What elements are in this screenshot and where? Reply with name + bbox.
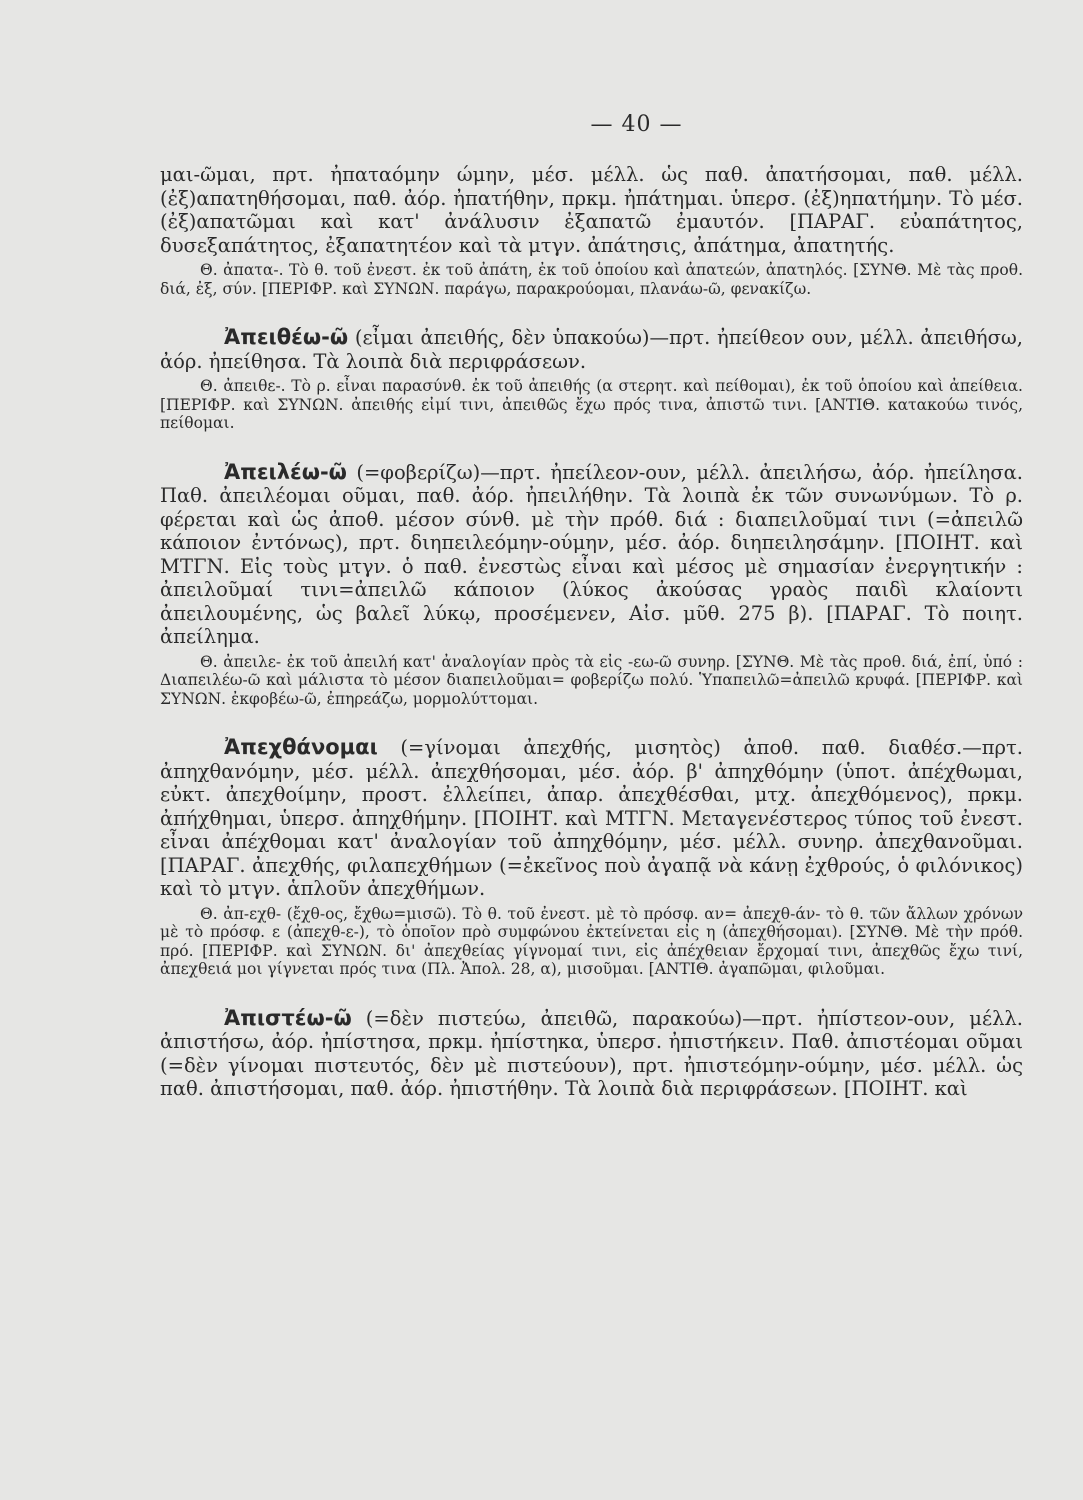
entry-note-text: Θ. ἀπειθε-. Τὸ ρ. εἶναι παρασύνθ. ἐκ τοῦ ἀπειθής (α στερητ. καὶ πείθομαι), ἐκ τοῦ ὁποίου καὶ ἀπείθεια. [ΠΕΡΙΦΡ. καὶ ΣΥΝΩΝ. ἀπειθής εἰμί τινι, ἀπειθῶς ἔχω πρός τινα, ἀπιστῶ τινι. [ΑΝΤΙΘ. κατακούω τινός, πείθομαι. <box>160 377 1023 432</box>
entry-main-text: (=δὲν πιστεύω, ἀπειθῶ, παρακούω)—πρτ. ἠπίστεον-ουν, μέλλ. ἀπιστήσω, ἀόρ. ἠπίστησα, πρκμ. ἠπίστηκα, ὑπερσ. ἠπιστήκειν. Παθ. ἀπιστέομαι οῦμαι (=δὲν γίνομαι πιστευτός, δὲν μὲ πιστεύουν), πρτ. ἠπιστεόμην-ούμην, μέσ. μέλλ. ὡς παθ. ἀπιστήσομαι, παθ. ἀόρ. ἠπιστήθην. Τὰ λοιπὰ διὰ περιφράσεων. [ΠΟΙΗΤ. καὶ <box>160 1006 1023 1100</box>
entry-main-text: (=γίνομαι ἀπεχθής, μισητὸς) ἀποθ. παθ. διαθέσ.—πρτ. ἀπηχθανόμην, μέσ. μέλλ. ἀπεχθήσομαι, μέσ. ἀόρ. β' ἀπηχθόμην (ὑποτ. ἀπέχθωμαι, εὐκτ. ἀπεχθοίμην, προστ. ἐλλείπει, ἀπαρ. ἀπεχθέσθαι, μτχ. ἀπεχθόμενος), πρκμ. ἀπήχθημαι, ὑπερσ. ἀπηχθήμην. [ΠΟΙΗΤ. καὶ ΜΤΓΝ. Μεταγενέστερος τύπος τοῦ ἐνεστ. εἶναι ἀπέχθομαι κατ' ἀναλογίαν τοῦ ἀπηχθόμην, μέσ. μέλλ. συνηρ. ἀπεχθανοῦμαι. [ΠΑΡΑΓ. ἀπεχθής, φιλαπεχθήμων (=ἐκεῖνος ποὺ ἀγαπᾷ νὰ κάνῃ ἐχθρούς, ὁ φιλόνικος) καὶ τὸ μτγν. ἁπλοῦν ἀπεχθήμων. <box>160 736 1023 900</box>
entry-main-text: μαι-ῶμαι, πρτ. ἠπαταόμην ώμην, μέσ. μέλλ. ὡς παθ. ἀπατήσομαι, παθ. μέλλ. (ἐξ)απατηθήσομαι, παθ. ἀόρ. ἠπατήθην, πρκμ. ἠπάτημαι. ὑπερσ. (ἐξ)ηπατήμην. Τὸ μέσ. (ἐξ)απατῶμαι καὶ κατ' ἀνάλυσιν ἐξαπατῶ ἐμαυτόν. [ΠΑΡΑΓ. εὐαπάτητος, δυσεξαπάτητος, ἐξαπατητέον καὶ τὰ μτγν. ἀπάτησις, ἀπάτημα, ἀπατητής. <box>160 163 1023 257</box>
entry-main-paragraph <box>160 1007 1023 1101</box>
entry-main-paragraph <box>160 326 1023 373</box>
entry-apechthanomai <box>160 736 1023 979</box>
entry-main-paragraph <box>160 736 1023 901</box>
entry-lemma: Ἀπεχθάνομαι <box>224 735 378 759</box>
entry-apeileo <box>160 461 1023 709</box>
entry-lemma: Ἀπιστέω-ῶ <box>224 1005 352 1030</box>
entry-apatao <box>160 163 1023 298</box>
entry-main-text: (=φοβερίζω)—πρτ. ἠπείλεον-ουν, μέλλ. ἀπειλήσω, ἀόρ. ἠπείλησα. Παθ. ἀπειλέομαι οῦμαι, παθ. ἀόρ. ἠπειλήθην. Τὰ λοιπὰ ἐκ τῶν συνωνύμων. Τὸ ρ. φέρεται καὶ ὡς ἀποθ. μέσον σύνθ. μὲ τὴν πρόθ. διά : διαπειλοῦμαί τινι (=ἀπειλῶ κάποιον ἐντόνως), πρτ. διηπειλεόμην-ούμην, μέσ. ἀόρ. διηπειλησάμην. [ΠΟΙΗΤ. καὶ ΜΤΓΝ. Εἰς τοὺς μτγν. ὁ παθ. ἐνεστὼς εἶναι καὶ μέσος μὲ σημασίαν ἐνεργητικήν : ἀπειλοῦμαί τινι=ἀπειλῶ κάποιον (λύκος ἀκούσας γραὸς παιδὶ κλαίοντι ἀπειλουμένης, ὡς βαλεῖ λύκῳ, προσέμενεν, Αἰσ. μῦθ. 275 β). [ΠΑΡΑΓ. Τὸ ποιητ. ἀπείλημα. <box>160 460 1023 648</box>
entry-note-text: Θ. ἀπατα-. Τὸ θ. τοῦ ἐνεστ. ἐκ τοῦ ἀπάτη, ἐκ τοῦ ὁποίου καὶ ἀπατεών, ἀπατηλός. [ΣΥΝΘ. Μὲ τὰς προθ. διά, ἐξ, σύν. [ΠΕΡΙΦΡ. καὶ ΣΥΝΩΝ. παράγω, παρακρούομαι, πλανάω-ῶ, φενακίζω. <box>160 261 1023 298</box>
entry-lemma: Ἀπειλέω-ῶ <box>224 459 347 484</box>
entry-apeitheo <box>160 326 1023 433</box>
entry-note-text: Θ. ἀπ-εχθ- (ἔχθ-ος, ἔχθω=μισῶ). Τὸ θ. τοῦ ἐνεστ. μὲ τὸ πρόσφ. αν= ἀπεχθ-άν- τὸ θ. τῶν ἄλλων χρόνων μὲ τὸ πρόσφ. ε (ἀπεχθ-ε-), τὸ ὁποῖον πρὸ συμφώνου ἐκτείνεται εἰς η (ἀπεχθήσομαι). [ΣΥΝΘ. Μὲ τὴν πρόθ. πρό. [ΠΕΡΙΦΡ. καὶ ΣΥΝΩΝ. δι' ἀπεχθείας γίγνομαί τινι, εἰς ἀπέχθειαν ἔρχομαί τινι, ἀπεχθῶς ἔχω τινί, ἀπεχθειά μοι γίγνεται πρός τινα (Πλ. Ἀπολ. 28, α), μισοῦμαι. [ΑΝΤΙΘ. ἀγαπῶμαι, φιλοῦμαι. <box>160 904 1023 978</box>
entry-main-text: (εἶμαι ἀπειθής, δὲν ὑπακούω)—πρτ. ἠπείθεον ουν, μέλλ. ἀπειθήσω, ἀόρ. ἠπείθησα. Τὰ λοιπὰ διὰ περιφράσεων. <box>160 326 1023 373</box>
page-number: — 40 — <box>590 112 683 137</box>
entry-note-text: Θ. ἀπειλε- ἐκ τοῦ ἀπειλή κατ' ἀναλογίαν πρὸς τὰ εἰς -εω-ῶ συνηρ. [ΣΥΝΘ. Μὲ τὰς προθ. διά, ἐπί, ὑπό : Διαπειλέω-ῶ καὶ μάλιστα τὸ μέσον διαπειλοῦμαι= φοβερίζω πολύ. Ὑπαπειλῶ=ἀπειλῶ κρυφά. [ΠΕΡΙΦΡ. καὶ ΣΥΝΩΝ. ἐκφοβέω-ῶ, ἐπηρεάζω, μορμολύττομαι. <box>160 652 1023 708</box>
entry-main-paragraph <box>160 461 1023 649</box>
entry-apisteo <box>160 1007 1023 1101</box>
entry-lemma: Ἀπειθέω-ῶ <box>224 325 349 349</box>
